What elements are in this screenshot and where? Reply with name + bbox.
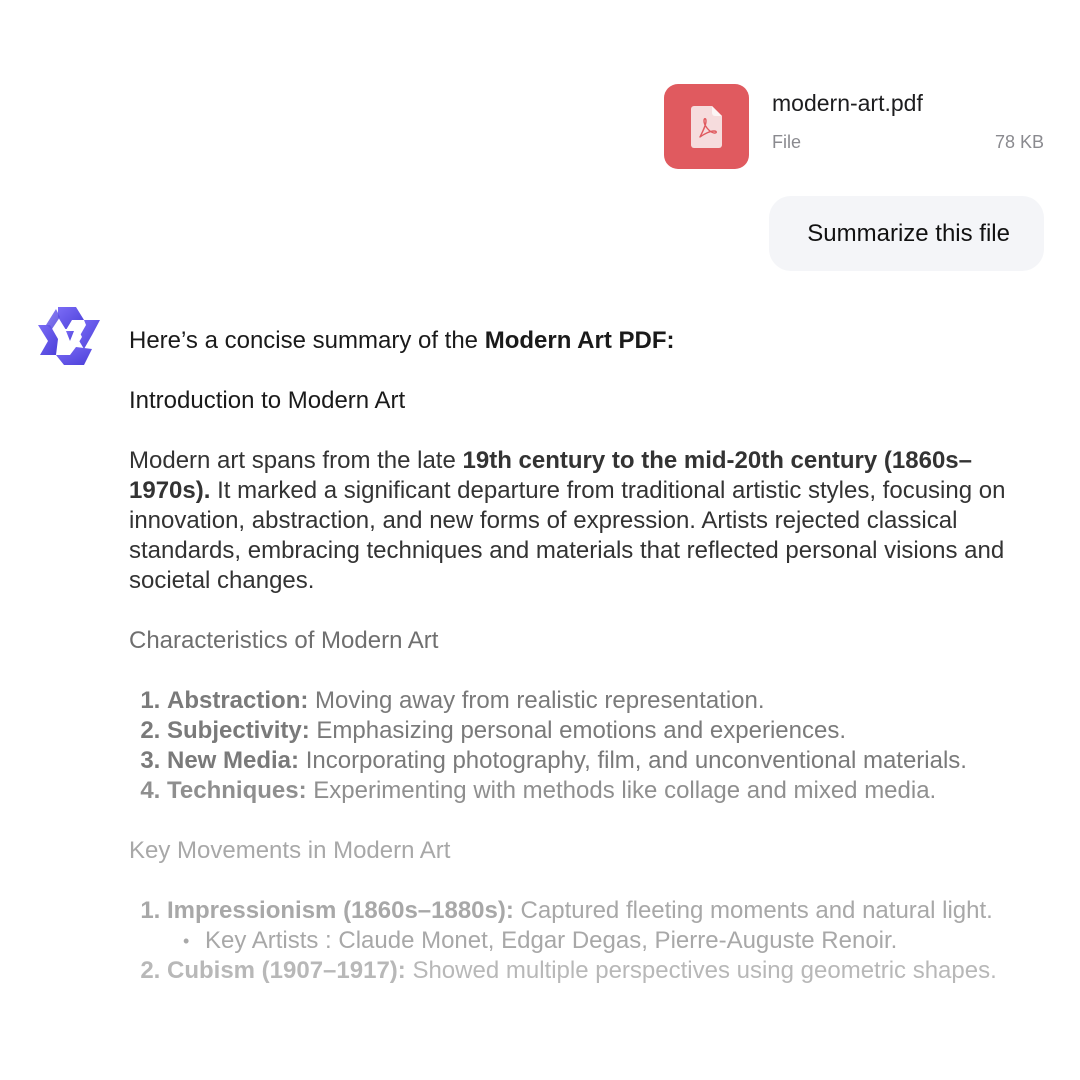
sub-list xyxy=(167,926,1029,956)
section-heading-introduction: Introduction to Modern Art xyxy=(129,387,406,414)
list-item: 2. Subjectivity: Emphasizing personal emotions and experiences. xyxy=(167,716,1029,746)
file-name: modern-art.pdf xyxy=(772,90,923,116)
list-item: 1. Impressionism (1860s–1880s): Captured fleeting moments and natural light. • Key Artists : Claude Monet, Edgar Degas, Pierre-Auguste Renoir. xyxy=(167,896,1029,956)
user-message-bubble: Summarize this file xyxy=(769,196,1044,271)
movements-list xyxy=(129,896,1029,986)
list-item: 3. New Media: Incorporating photography, film, and unconventional materials. xyxy=(167,746,1029,776)
file-size: 78 KB xyxy=(994,132,1044,152)
pdf-file-icon xyxy=(691,106,722,148)
file-attachment-card[interactable] xyxy=(664,84,1044,170)
assistant-message xyxy=(129,326,1029,1016)
characteristics-list xyxy=(129,686,1029,806)
file-thumbnail xyxy=(664,84,749,169)
list-item: 4. Techniques: Experimenting with methods like collage and mixed media. xyxy=(167,776,1029,806)
introduction-paragraph: Modern art spans from the late 19th century to the mid-20th century (1860s–1970s). It marked a significant departure from traditional artistic styles, focusing on innovation, abstraction, and new forms of expression. Artists rejected classical standards, embracing techniques and materials that reflected personal visions and societal changes. xyxy=(129,447,1006,594)
list-item: 2. Cubism (1907–1917): Showed multiple perspectives using geometric shapes. xyxy=(167,956,1029,986)
list-item: 1. Abstraction: Moving away from realistic representation. xyxy=(167,686,1029,716)
file-type: File xyxy=(772,132,802,152)
sub-list-item: • Key Artists : Claude Monet, Edgar Degas, Pierre-Auguste Renoir. xyxy=(205,926,1029,956)
section-heading-movements: Key Movements in Modern Art xyxy=(129,837,451,864)
qwen-logo-icon xyxy=(36,305,102,371)
section-heading-characteristics: Characteristics of Modern Art xyxy=(129,627,439,654)
intro-line: Here’s a concise summary of the Modern Art PDF: xyxy=(129,327,675,354)
